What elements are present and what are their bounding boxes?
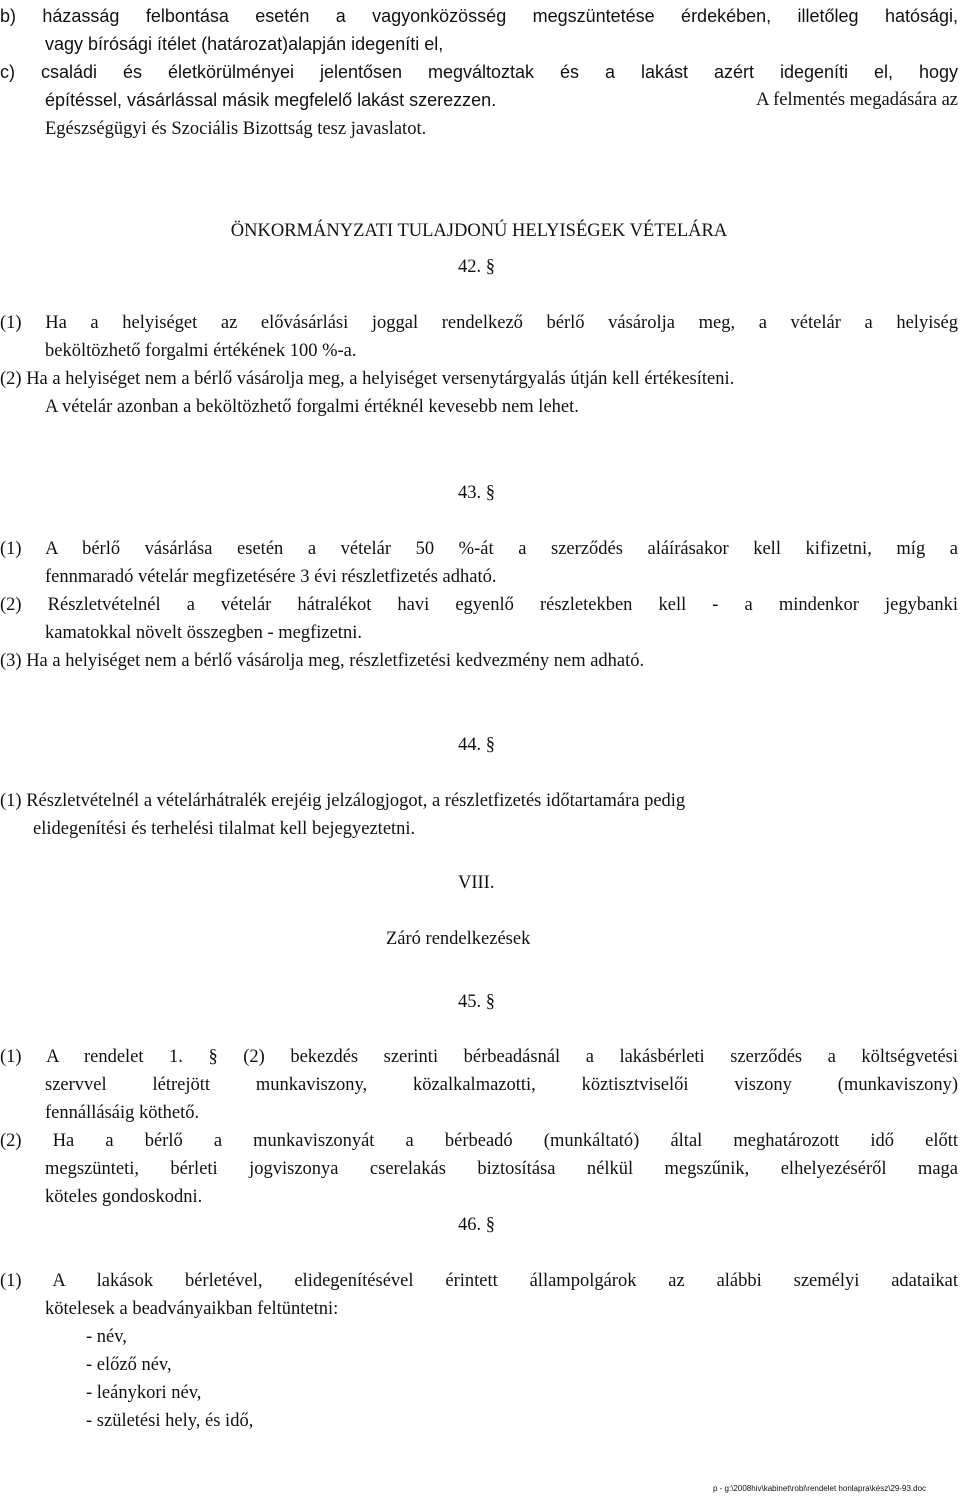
paragraph-line: (1) Részletvételnél a vételárhátralék erejéig jelzálogjogot, a részletfizetés időtartamára pedig [0,791,686,811]
paragraph-line: (2) Ha a helyiséget nem a bérlő vásárolja meg, a helyiséget versenytárgyalás útján kell értékesíteni. [0,369,735,389]
paragraph-line: (2) Ha a bérlő a munkaviszonyát a bérbeadó (munkáltató) által meghatározott idő előtt [0,1131,958,1151]
list-item: - születési hely, és idő, [86,1411,254,1431]
section-number-42: 42. § [458,257,495,277]
paragraph-line: (1) A bérlő vásárlása esetén a vételár 50 %-át a szerződés aláírásakor kell kifizetni, míg a [0,539,958,559]
section-number-44: 44. § [458,735,495,755]
intro-line-2: vagy bírósági ítélet (határozat)alapján idegeníti el, [45,34,444,54]
paragraph-line: (2) Részletvételnél a vételár hátralékot havi egyenlő részletekben kell - a mindenkor jegybanki [0,595,958,615]
paragraph-line: A vételár azonban a beköltözhető forgalmi értéknél kevesebb nem lehet. [45,397,579,417]
section-number-43: 43. § [458,483,495,503]
list-item: - név, [86,1327,127,1347]
intro-line-4-serif: A felmentés megadására az [756,90,958,110]
paragraph-line: fennmaradó vételár megfizetésére 3 évi részletfizetés adható. [45,567,497,587]
intro-line-1: b) házasság felbontása esetén a vagyonközösség megszüntetése érdekében, illetőleg hatósági, [0,6,958,26]
paragraph-line: elidegenítési és terhelési tilalmat kell bejegyeztetni. [33,819,416,839]
paragraph-line: (1) Ha a helyiséget az elővásárlási joggal rendelkező bérlő vásárolja meg, a vételár a helyiség [0,313,958,333]
paragraph-line: szervvel létrejött munkaviszony, közalkalmazotti, köztisztviselői viszony (munkaviszony) [45,1075,958,1095]
intro-line-5: Egészségügyi és Szociális Bizottság tesz javaslatot. [45,119,427,139]
section-number-45: 45. § [458,992,495,1012]
section-number-46: 46. § [458,1215,495,1235]
paragraph-line: (1) A rendelet 1. § (2) bekezdés szerinti bérbeadásnál a lakásbérleti szerződés a költségvetési [0,1047,958,1067]
list-item: - leánykori név, [86,1383,202,1403]
paragraph-line: beköltözhető forgalmi értékének 100 %-a. [45,341,357,361]
paragraph-line: kamatokkal növelt összegben - megfizetni. [45,623,362,643]
section-heading: ÖNKORMÁNYZATI TULAJDONÚ HELYISÉGEK VÉTELÁRA [230,221,728,241]
footer-file-path: p - g:\2008hiv\kabinet\robi\rendelet honlapra\kész\29-93.doc [713,1484,927,1493]
paragraph-line: köteles gondoskodni. [45,1187,203,1207]
paragraph-line: (3) Ha a helyiséget nem a bérlő vásárolja meg, részletfizetési kedvezmény nem adható. [0,651,645,671]
paragraph-line: megszünteti, bérleti jogviszonya cserelakás biztosítása nélkül megszűnik, elhelyezéséről maga [45,1159,958,1179]
intro-line-3: c) családi és életkörülményei jelentősen megváltoztak és a lakást azért idegeníti el, hogy [0,62,958,82]
chapter-title: Záró rendelkezések [386,929,531,949]
list-item: - előző név, [86,1355,172,1375]
paragraph-line: kötelesek a beadványaikban feltüntetni: [45,1299,339,1319]
paragraph-line: fennállásáig köthető. [45,1103,200,1123]
chapter-number: VIII. [458,873,495,893]
intro-line-4: építéssel, vásárlással másik megfelelő lakást szerezzen. [45,90,497,110]
paragraph-line: (1) A lakások bérletével, elidegenítésével érintett állampolgárok az alábbi személyi adataikat [0,1271,958,1291]
